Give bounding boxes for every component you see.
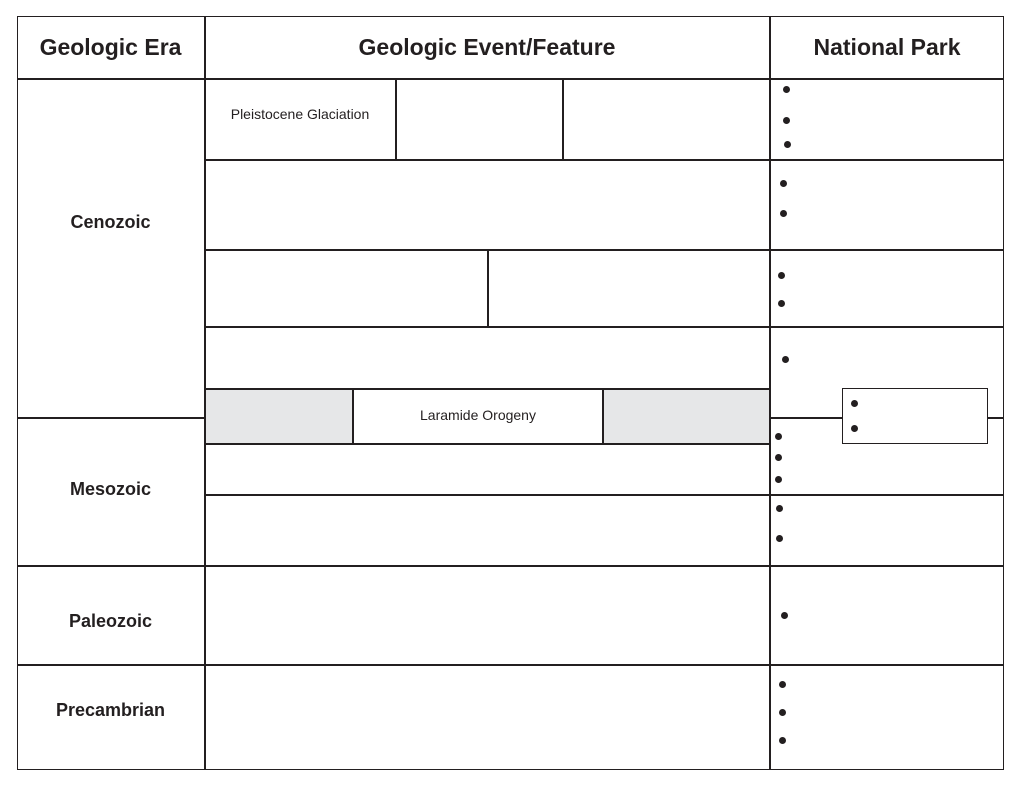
park-inset-box — [842, 388, 988, 444]
cell-divider-row3 — [487, 250, 489, 327]
cell-divider-row1-b — [562, 79, 564, 160]
era-mesozoic: Mesozoic — [69, 478, 152, 499]
bullet — [778, 300, 785, 307]
laramide-divider-right — [602, 389, 604, 444]
bullet — [775, 476, 782, 483]
bullet — [782, 356, 789, 363]
bullet — [778, 272, 785, 279]
bullet — [783, 117, 790, 124]
bullet — [776, 535, 783, 542]
bullet — [781, 612, 788, 619]
laramide-shade-left — [206, 390, 352, 443]
bullet — [851, 425, 858, 432]
event-row-divider-1 — [205, 159, 1004, 161]
event-row-divider-5 — [205, 443, 770, 445]
era-cenozoic: Cenozoic — [70, 211, 151, 232]
event-laramide-orogeny: Laramide Orogeny — [420, 407, 536, 423]
bullet — [780, 210, 787, 217]
bullet — [784, 141, 791, 148]
event-row-divider-6 — [205, 494, 1004, 496]
event-row-divider-2 — [205, 249, 1004, 251]
header-geologic-event: Geologic Event/Feature — [358, 33, 616, 60]
bullet — [780, 180, 787, 187]
event-row-divider-3 — [205, 326, 1004, 328]
bullet — [783, 86, 790, 93]
bullet — [775, 433, 782, 440]
bullet — [779, 737, 786, 744]
bullet — [851, 400, 858, 407]
bullet — [779, 709, 786, 716]
header-geologic-era: Geologic Era — [39, 33, 182, 60]
era-precambrian: Precambrian — [55, 699, 166, 720]
event-pleistocene-glaciation: Pleistocene Glaciation — [230, 106, 370, 122]
bullet — [779, 681, 786, 688]
column-divider-park — [769, 16, 771, 770]
laramide-shade-right — [604, 390, 769, 443]
bullet — [776, 505, 783, 512]
bullet — [775, 454, 782, 461]
era-paleozoic: Paleozoic — [68, 610, 153, 631]
header-national-park: National Park — [813, 33, 961, 60]
cell-divider-row1-a — [395, 79, 397, 160]
